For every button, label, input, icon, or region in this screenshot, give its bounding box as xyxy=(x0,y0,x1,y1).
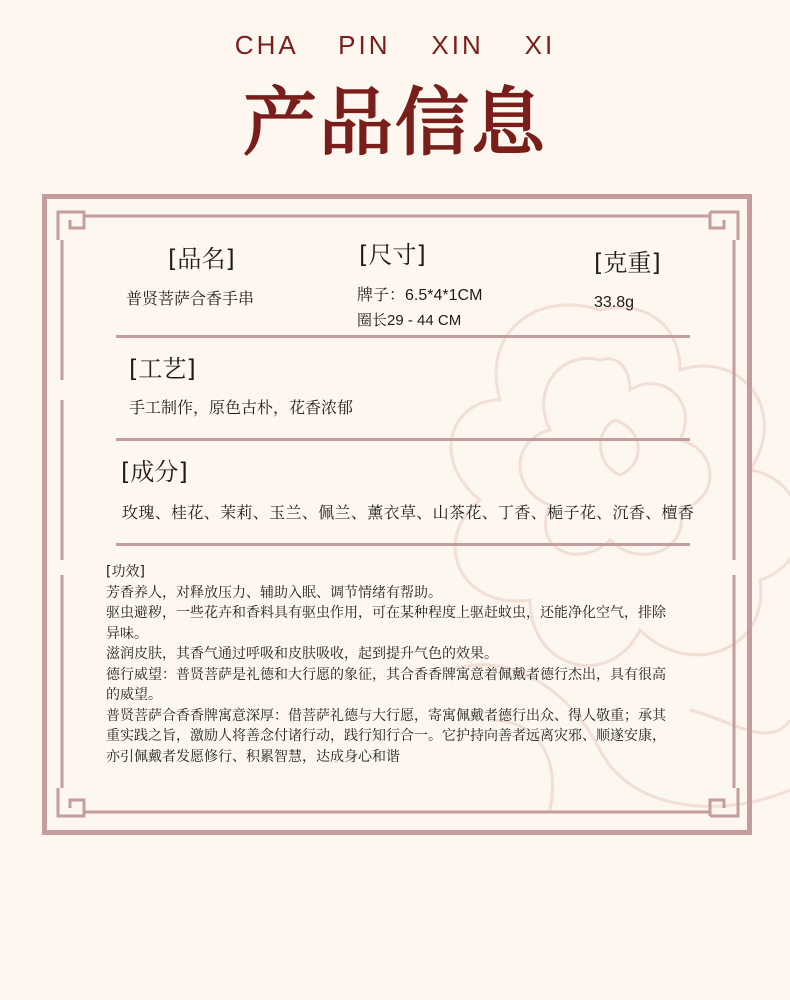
product-name-value: 普贤菩萨合香手串 xyxy=(126,289,255,308)
ingredients-value: 玫瑰、桂花、茉莉、玉兰、佩兰、薰衣草、山茶花、丁香、梔子花、沉香、檀香 xyxy=(122,503,695,522)
craft-label: [工艺] xyxy=(129,355,196,383)
effects-line-1: 芳香养人，对释放压力、辅助入眠、调节情绪有帮助。 xyxy=(106,584,442,601)
pendant-size xyxy=(357,284,482,307)
circumference xyxy=(357,309,461,332)
weight-value: 33.8g xyxy=(594,294,635,311)
divider-specs xyxy=(116,335,690,338)
effects-section xyxy=(106,562,696,767)
effects-label: [功效] xyxy=(106,564,145,580)
circumference-label: 圈长 xyxy=(357,311,388,329)
effects-line-3: 滋润皮肤，其香气通过呼吸和皮肤吸收，起到提升气色的效果。 xyxy=(106,646,498,662)
ingredients-label: [成分] xyxy=(121,458,188,486)
divider-craft xyxy=(116,438,690,441)
weight-label: [克重] xyxy=(594,249,661,277)
circumference-value: 29 - 44 CM xyxy=(387,312,462,329)
craft-value: 手工制作，原色古朴，花香浓郁 xyxy=(129,398,354,417)
header-pinyin: CHA PIN XIN XI xyxy=(234,30,556,60)
product-name-label: [品名] xyxy=(168,245,235,273)
effects-line-5: 普贤菩萨合香香牌寓意深厚：借菩萨礼德与大行愿，寄寓佩戴者德行出众、得人敬重；承其重实践之旨，激励人将善念付诸行动，践行知行合一。它护持向善者远离灾邪、顺遂安康，亦引佩戴者发愿修行、积累智慧，达成身心和谐 xyxy=(106,707,666,765)
effects-line-4: 德行威望：普贤菩萨是礼德和大行愿的象征，其合香香牌寓意着佩戴者德行杰出，具有很高的威望。 xyxy=(106,666,666,703)
divider-ingredients xyxy=(116,543,690,546)
pendant-size-label: 牌子： xyxy=(357,285,406,304)
size-label: [尺寸] xyxy=(359,241,426,269)
effects-line-2: 驱虫避秽，一些花卉和香料具有驱虫作用，可在某种程度上驱赶蚊虫，还能净化空气，排除异味。 xyxy=(106,605,666,642)
page-title: 产品信息 xyxy=(243,80,547,166)
pendant-size-value: 6.5*4*1CM xyxy=(405,287,483,304)
